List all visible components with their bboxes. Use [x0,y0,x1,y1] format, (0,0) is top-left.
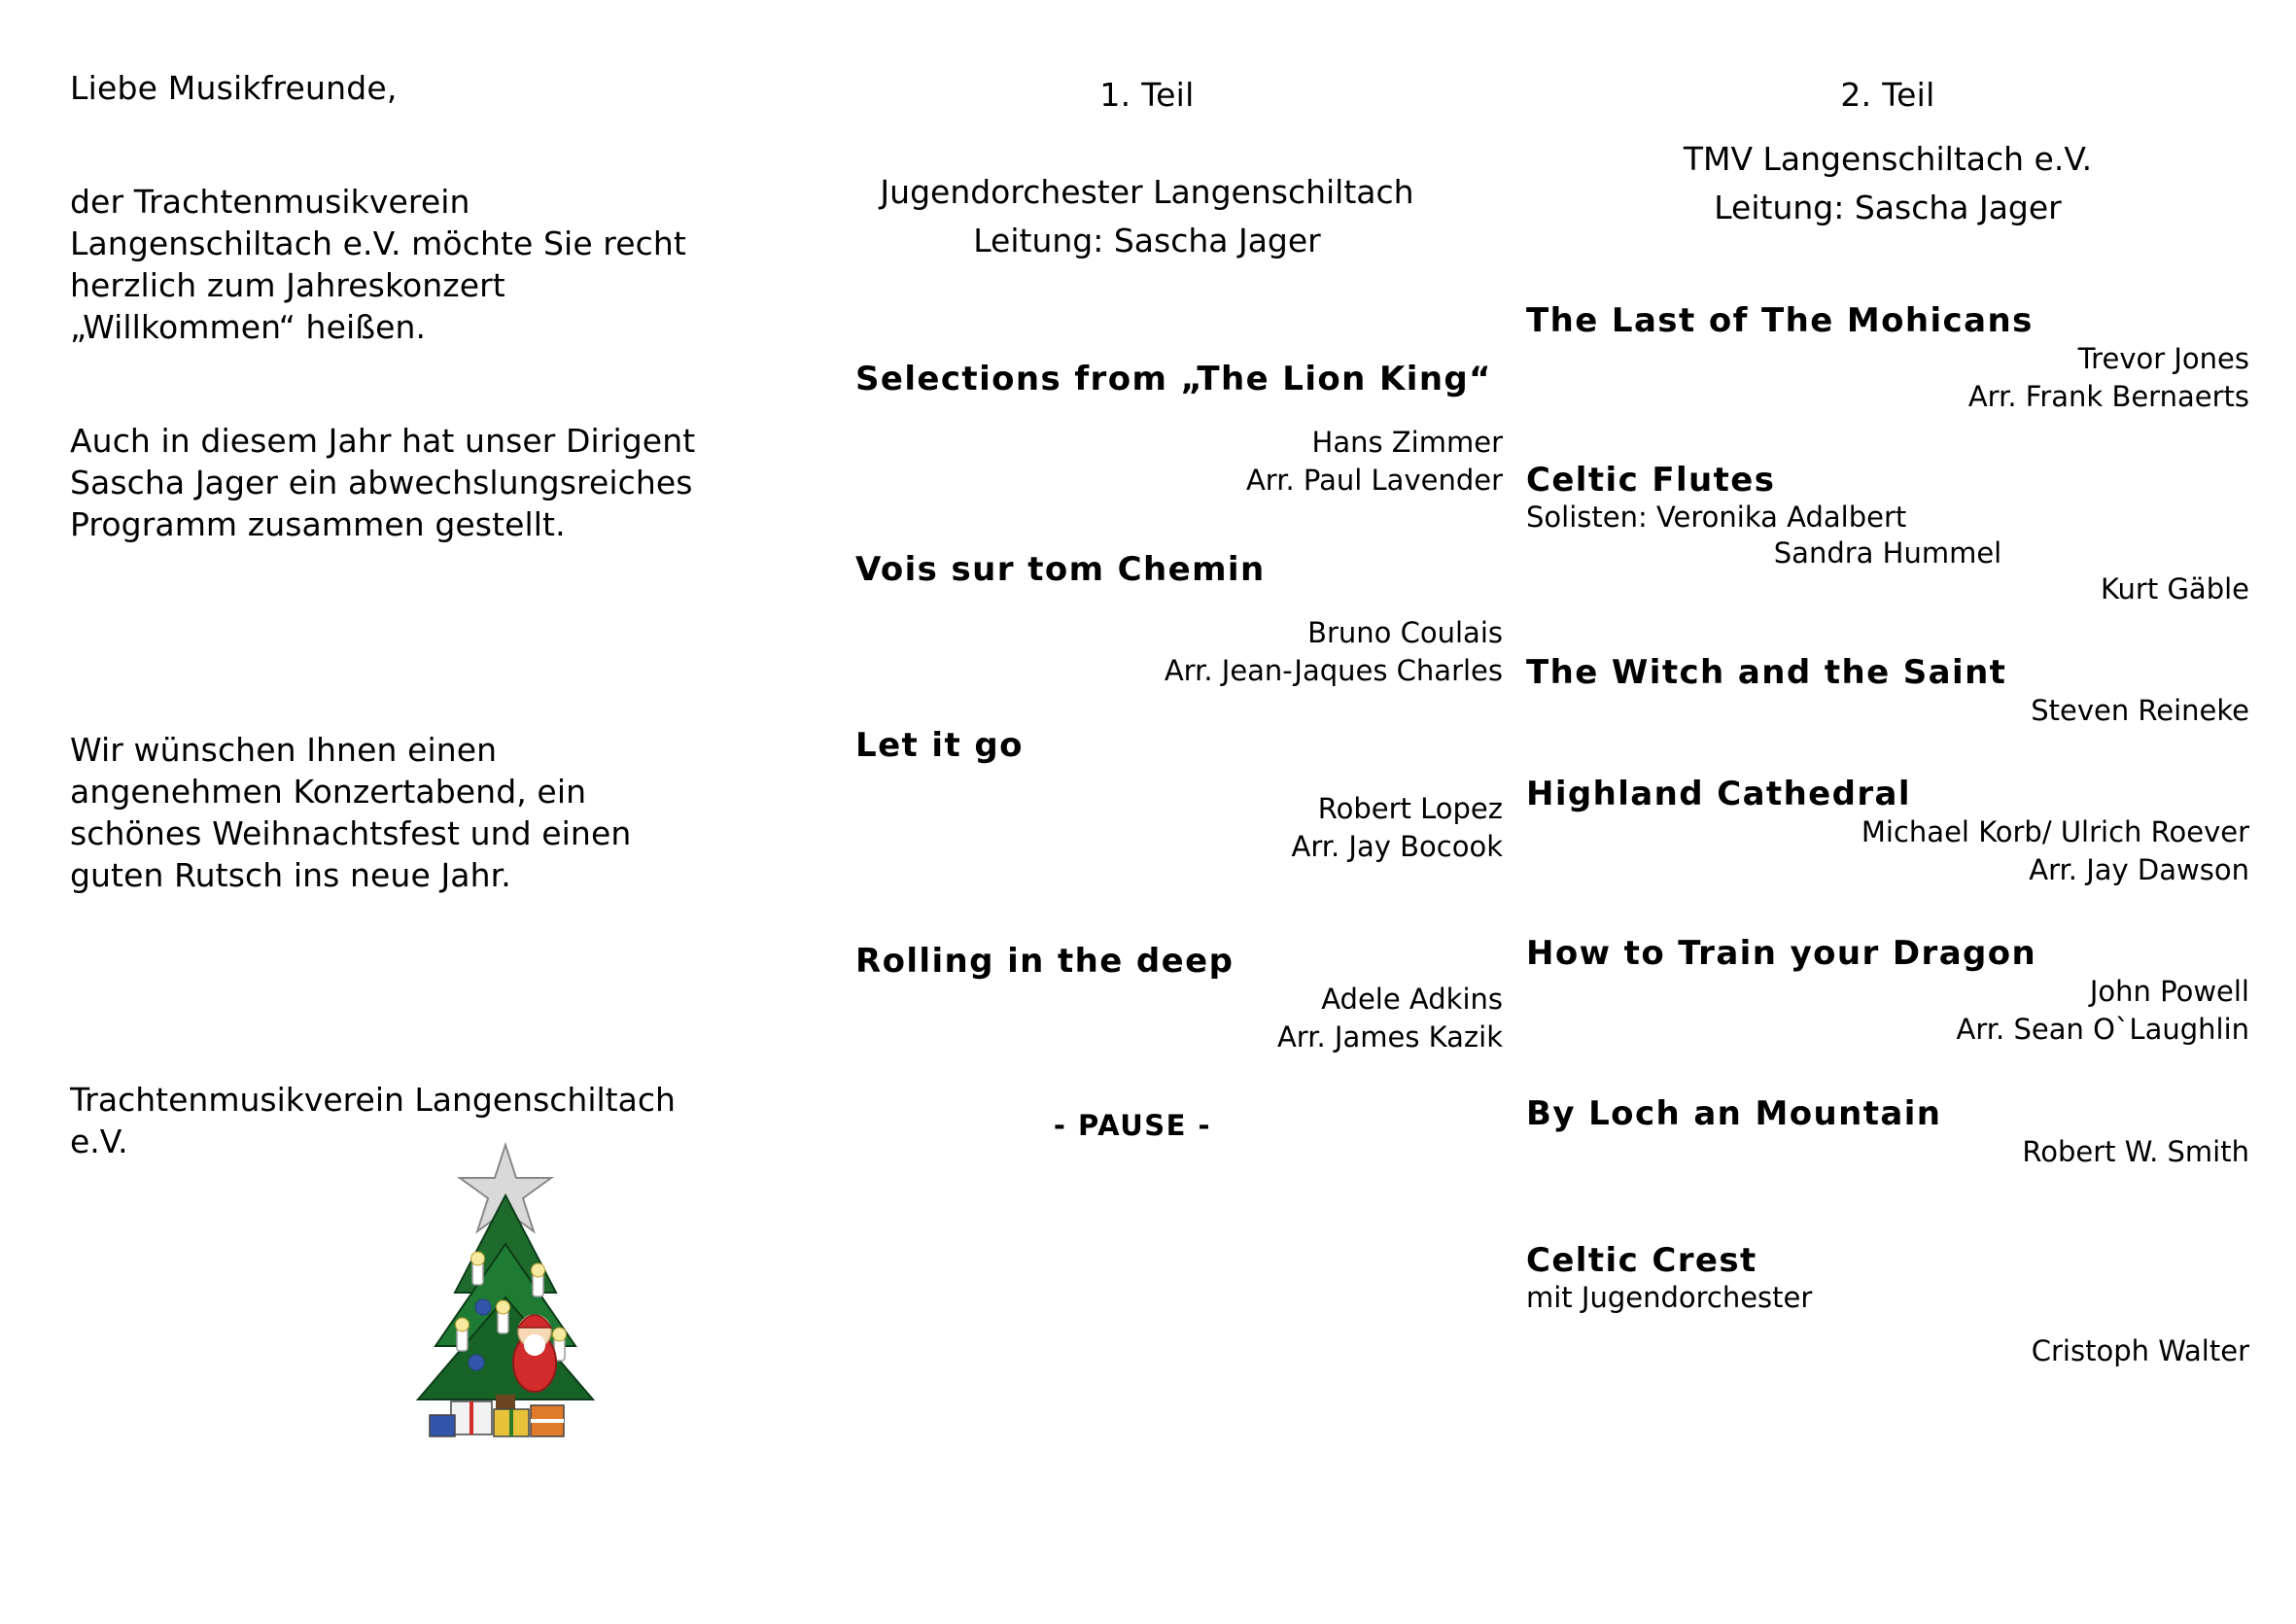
piece-arranger: Arr. Jay Bocook [1291,829,1503,863]
piece-composer: Bruno Coulais [1307,616,1503,650]
piece-credits [1526,340,2249,416]
part2-column [1516,0,2296,1624]
piece-credits [1526,813,2249,889]
part2-title: 2. Teil [1840,76,1935,114]
piece-composer: John Powell [2089,975,2249,1009]
piece-composer: Adele Adkins [1321,982,1503,1016]
welcome-paragraph-1: der Trachtenmusikverein Langenschiltach e.V. möchte Sie recht herzlich zum Jahreskonzert „Willkommen“ heißen. [70,183,686,346]
piece-arranger: Arr. Sean O`Laughlin [1956,1013,2249,1047]
piece-credits [855,790,1507,866]
spacer [1526,628,2249,653]
part2-conductor: Leitung: Sascha Jager [1714,188,2062,226]
piece-item [1526,1094,2249,1171]
piece-composer: Kurt Gäble [2100,571,2249,605]
welcome-column [0,0,778,1624]
christmas-tree-icon [389,1137,622,1448]
piece-item [855,942,1507,1056]
spacer [70,545,719,730]
welcome-paragraph-2: Auch in diesem Jahr hat unser Dirigent Sascha Jager ein abwechslungsreiches Programm zusammen gestellt. [70,421,696,543]
part1-piece-list [778,360,1516,1142]
spacer [70,108,719,182]
welcome-paragraph-3: Wir wünschen Ihnen einen angenehmen Konzertabend, ein schönes Weihnachtsfest und einen guten Rutsch ins neue Jahr. [70,731,632,895]
spacer [70,897,719,1080]
piece-item [855,550,1507,690]
spacer [70,349,719,421]
piece-credits [855,981,1507,1056]
part1-ensemble: Jugendorchester Langenschiltach [880,173,1414,211]
piece-title: The Last of The Mohicans [1526,301,2034,340]
piece-composer: Cristoph Walter [2031,1334,2249,1368]
piece-title: Celtic Crest [1526,1240,1757,1280]
part1-column [778,0,1516,1624]
spacer [855,589,1507,614]
spacer [1526,1315,2249,1332]
piece-item [1526,1241,2249,1370]
piece-composer: Michael Korb/ Ulrich Roever [1861,815,2249,849]
piece-item [1526,461,2249,608]
piece-title: Selections from „The Lion King“ [855,360,1492,398]
piece-title: Let it go [855,725,1024,765]
piece-composer: Steven Reineke [2031,693,2249,727]
part2-piece-list [1526,301,2249,1370]
spacer [1526,1191,2249,1216]
spacer [855,891,1507,916]
piece-credits [855,614,1507,690]
piece-soloist-name: Sandra Hummel [1773,536,2002,570]
spacer [855,525,1507,550]
piece-title: By Loch an Mountain [1526,1093,1942,1133]
greeting-line: Liebe Musikfreunde, [70,69,398,107]
piece-arranger: Arr. James Kazik [1276,1019,1503,1054]
piece-soloists-note: Solisten: Veronika Adalbert [1526,501,1907,535]
spacer [855,916,1507,942]
piece-composer: Hans Zimmer [1311,426,1503,459]
piece-arranger: Arr. Frank Bernaerts [1967,380,2249,414]
piece-credits [1526,1332,2249,1370]
piece-credits [1526,570,2249,608]
piece-composer: Robert W. Smith [2022,1134,2249,1168]
spacer [1526,1216,2249,1241]
piece-credits [1526,973,2249,1049]
piece-credits [855,424,1507,500]
spacer [1526,435,2249,461]
piece-title: Rolling in the deep [855,941,1235,981]
piece-title: Celtic Flutes [1526,461,1776,501]
part1-title: 1. Teil [1099,76,1195,114]
piece-title: Vois sur tom Chemin [855,550,1266,590]
piece-arranger: Arr. Jean-Jaques Charles [1164,654,1503,688]
spacer [1526,1069,2249,1094]
piece-title: How to Train your Dragon [1526,934,2037,974]
spacer [855,765,1507,790]
piece-item [1526,301,2249,416]
spacer [1526,909,2249,934]
piece-arranger: Arr. Jay Dawson [2029,853,2249,887]
signature-text: Trachtenmusikverein Langenschiltach e.V. [70,1081,676,1160]
piece-credits [1526,1133,2249,1171]
piece-item [1526,653,2249,730]
part1-conductor: Leitung: Sascha Jager [973,221,1321,259]
piece-item [1526,775,2249,889]
piece-composer: Robert Lopez [1317,791,1503,825]
piece-title: The Witch and the Saint [1526,652,2007,692]
part2-ensemble: TMV Langenschiltach e.V. [1683,140,2093,178]
pause-label: - PAUSE - [1053,1109,1212,1143]
piece-item [855,360,1507,500]
piece-arranger: Arr. Paul Lavender [1245,464,1503,498]
piece-composer: Trevor Jones [2077,342,2249,375]
spacer [1526,749,2249,775]
spacer [855,398,1507,424]
piece-title: Highland Cathedral [1526,775,1911,814]
spacer [855,716,1507,726]
piece-credits [1526,692,2249,730]
piece-item [855,726,1507,866]
piece-item [1526,934,2249,1049]
piece-note: mit Jugendorchester [1526,1280,1813,1314]
